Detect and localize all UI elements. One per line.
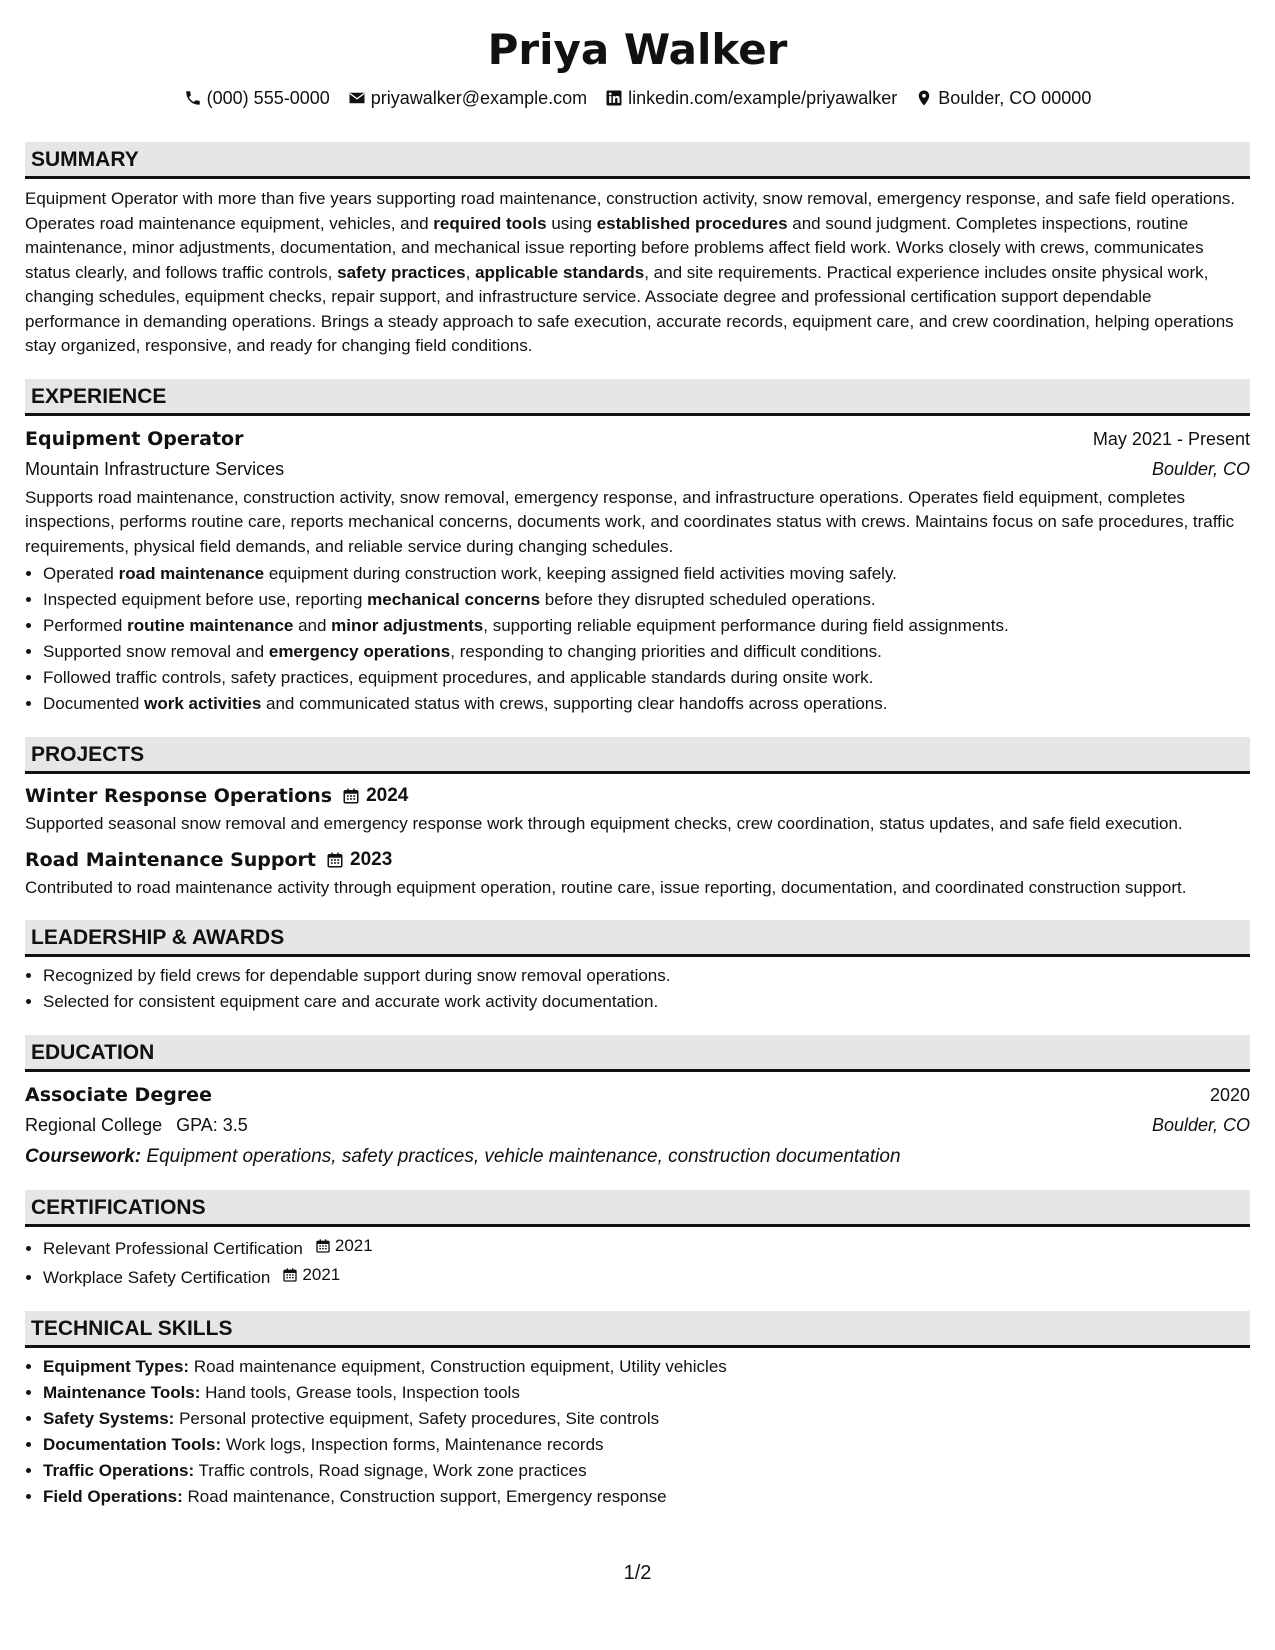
certifications-list: [25, 1233, 1250, 1291]
job-bullet: [43, 613, 1250, 639]
summary-bold: safety practices: [337, 262, 466, 282]
summary-part: ,: [465, 262, 476, 282]
bullet-bold: routine maintenance: [127, 616, 294, 635]
job-bullets: [25, 561, 1250, 717]
skill-item: [43, 1484, 1250, 1510]
gpa: GPA: 3.5: [176, 1115, 248, 1135]
bullet-bold: minor adjustments: [331, 616, 484, 635]
skills-heading: TECHNICAL SKILLS: [25, 1311, 1250, 1348]
experience-heading: EXPERIENCE: [25, 379, 1250, 416]
certification-name: Relevant Professional Certification: [43, 1239, 303, 1258]
calendar-icon: [326, 851, 344, 869]
bullet-text: equipment during construction work, keeping assigned field activities moving safely.: [264, 564, 897, 583]
map-pin-icon: [915, 89, 933, 107]
location-text: Boulder, CO 00000: [938, 88, 1092, 108]
skill-item: [43, 1380, 1250, 1406]
skill-item: [43, 1354, 1250, 1380]
project-title: Road Maintenance Support: [25, 849, 317, 871]
skill-value: Personal protective equipment, Safety procedures, Site controls: [174, 1409, 660, 1428]
leadership-item: • Recognized by field crews for dependable support during snow removal operations.: [43, 963, 1250, 989]
certification-name: Workplace Safety Certification: [43, 1268, 271, 1287]
skill-value: Road maintenance equipment, Construction equipment, Utility vehicles: [189, 1357, 727, 1376]
job-title: Equipment Operator: [25, 427, 244, 450]
job-bullet: [43, 587, 1250, 613]
summary-part: using: [546, 213, 597, 233]
project-description: Supported seasonal snow removal and emergency response work through equipment checks, crew coordination, status updates, and safe field execution.: [25, 814, 1183, 833]
job-company: Mountain Infrastructure Services: [25, 458, 285, 479]
summary-part: and sound judgment. Completes inspections, routine maintenance, minor adjustments, documentation, and mechanical issue reporting before problems affect field work. Works closely with crews, communicates status clearly, and follows traffic controls,: [25, 213, 1204, 282]
linkedin-icon: [605, 89, 623, 107]
certification-year: 2021: [334, 1236, 373, 1255]
bullet-text: and: [293, 616, 332, 635]
leadership-item: • Selected for consistent equipment care and accurate work activity documentation.: [43, 989, 1250, 1015]
email-text: priyawalker@example.com: [370, 88, 588, 108]
project-date: [342, 785, 408, 807]
resume-content: [25, 0, 1250, 1510]
certifications-heading: CERTIFICATIONS: [25, 1190, 1250, 1227]
graduation-year: 2020: [1209, 1085, 1250, 1105]
bullet-text: before they disrupted scheduled operations.: [540, 590, 876, 609]
bullet-bold: emergency operations: [268, 642, 451, 661]
bullet-text: Operated: [43, 564, 119, 583]
skill-value: Hand tools, Grease tools, Inspection tools: [200, 1383, 520, 1402]
contact-location: [915, 86, 1091, 110]
coursework-label: Coursework:: [25, 1146, 142, 1167]
project-date: [326, 849, 392, 871]
phone-text: (000) 555-0000: [206, 88, 330, 108]
page-number: 1/2: [623, 1562, 652, 1584]
job-bullet: [43, 691, 1250, 717]
skill-item: [43, 1406, 1250, 1432]
skill-label: Documentation Tools:: [43, 1435, 222, 1454]
project-year: 2023: [350, 849, 393, 870]
summary-heading: SUMMARY: [25, 142, 1250, 179]
skill-label: Field Operations:: [43, 1487, 183, 1506]
skill-value: Work logs, Inspection forms, Maintenance records: [221, 1435, 604, 1454]
bullet-text: , responding to changing priorities and difficult conditions.: [450, 642, 882, 661]
project-description: Contributed to road maintenance activity through equipment operation, routine care, issue reporting, documentation, and coordinated construction support.: [25, 878, 1187, 897]
bullet-text: and communicated status with crews, supporting clear handoffs across operations.: [261, 694, 888, 713]
job-header-row: [25, 424, 1250, 454]
skill-label: Equipment Types:: [43, 1357, 190, 1376]
job-bullet: [43, 639, 1250, 665]
summary-bold: established procedures: [596, 213, 788, 233]
school-info: [25, 1110, 248, 1140]
envelope-icon: [348, 89, 366, 107]
job-company-row: [25, 454, 1250, 484]
contact-phone: [184, 86, 330, 110]
contact-linkedin[interactable]: [605, 86, 897, 110]
job-bullet: [43, 665, 1250, 691]
job-bullet: [43, 561, 1250, 587]
education-heading: EDUCATION: [25, 1035, 1250, 1072]
linkedin-text: linkedin.com/example/priyawalker: [628, 88, 898, 108]
education-school-row: [25, 1110, 1250, 1140]
bullet-text: Followed traffic controls, safety practices, equipment procedures, and applicable standards during onsite work.: [43, 668, 874, 687]
bullet-bold: road maintenance: [118, 564, 265, 583]
project-title: Winter Response Operations: [25, 785, 333, 807]
skill-label: Safety Systems:: [43, 1409, 175, 1428]
bullet-text: , supporting reliable equipment performance during field assignments.: [483, 616, 1009, 635]
summary-part: , and site requirements. Practical experience includes onsite physical work, changing schedules, equipment checks, repair support, and infrastructure service. Associate degree and professional certification support dependable performance in demanding operations. Brings a steady approach to safe execution, accurate records, equipment care, and crew coordination, helping operations stay organized, responsive, and ready for changing field conditions.: [25, 262, 1234, 355]
phone-icon: [184, 89, 202, 107]
skill-label: Maintenance Tools:: [43, 1383, 201, 1402]
bullet-text: Documented: [43, 694, 145, 713]
summary-text: [25, 187, 1250, 359]
contact-email[interactable]: [348, 86, 587, 110]
school-name: Regional College: [25, 1115, 163, 1135]
certification-item: [43, 1262, 1250, 1291]
project-title-row: [25, 782, 1250, 810]
job-description: Supports road maintenance, construction activity, snow removal, emergency response, and infrastructure operations. Operates field equipment, completes inspections, performs routine care, reports mechanical concerns, documents work, and coordinates status with crews. Maintains focus on safe procedures, traffic requirements, physical field demands, and reliable service during changing schedules.: [25, 487, 1235, 556]
project-title-row: [25, 846, 1250, 874]
skill-label: Traffic Operations:: [43, 1461, 195, 1480]
bullet-text: Supported snow removal and: [43, 642, 269, 661]
job-dates: May 2021 - Present: [1092, 428, 1250, 449]
job-location: Boulder, CO: [1151, 458, 1250, 479]
coursework-text: Equipment operations, safety practices, vehicle maintenance, construction documentation: [141, 1146, 901, 1167]
education-header-row: [25, 1080, 1250, 1110]
project-year: 2024: [366, 785, 409, 806]
contact-bar: [25, 86, 1250, 110]
summary-bold: applicable standards: [475, 262, 645, 282]
bullet-text: Performed: [43, 616, 128, 635]
skill-item: [43, 1458, 1250, 1484]
certification-year: 2021: [302, 1265, 341, 1284]
bullet-bold: mechanical concerns: [367, 590, 541, 609]
coursework: [25, 1142, 1250, 1172]
bullet-text: Inspected equipment before use, reporting: [43, 590, 368, 609]
degree: Associate Degree: [25, 1084, 212, 1106]
skill-item: [43, 1432, 1250, 1458]
leadership-heading: LEADERSHIP & AWARDS: [25, 920, 1250, 957]
leadership-list: [25, 963, 1250, 1015]
skill-value: Road maintenance, Construction support, Emergency response: [182, 1487, 667, 1506]
bullet-bold: work activities: [144, 694, 262, 713]
skill-value: Traffic controls, Road signage, Work zone practices: [194, 1461, 587, 1480]
calendar-icon: [282, 1267, 298, 1283]
candidate-name: Priya Walker: [487, 25, 788, 74]
skills-list: [25, 1354, 1250, 1510]
summary-bold: required tools: [433, 213, 547, 233]
certification-date: [315, 1233, 373, 1259]
calendar-icon: [315, 1238, 331, 1254]
calendar-icon: [342, 787, 360, 805]
certification-item: [43, 1233, 1250, 1262]
certification-date: [282, 1262, 340, 1288]
summary-part: Equipment Operator with more than five years supporting road maintenance, construction activity, snow removal, emergency response, and safe field operations. Operates road maintenance equipment, vehicles, and: [25, 189, 1236, 233]
projects-heading: PROJECTS: [25, 737, 1250, 774]
school-location: Boulder, CO: [1151, 1115, 1250, 1135]
